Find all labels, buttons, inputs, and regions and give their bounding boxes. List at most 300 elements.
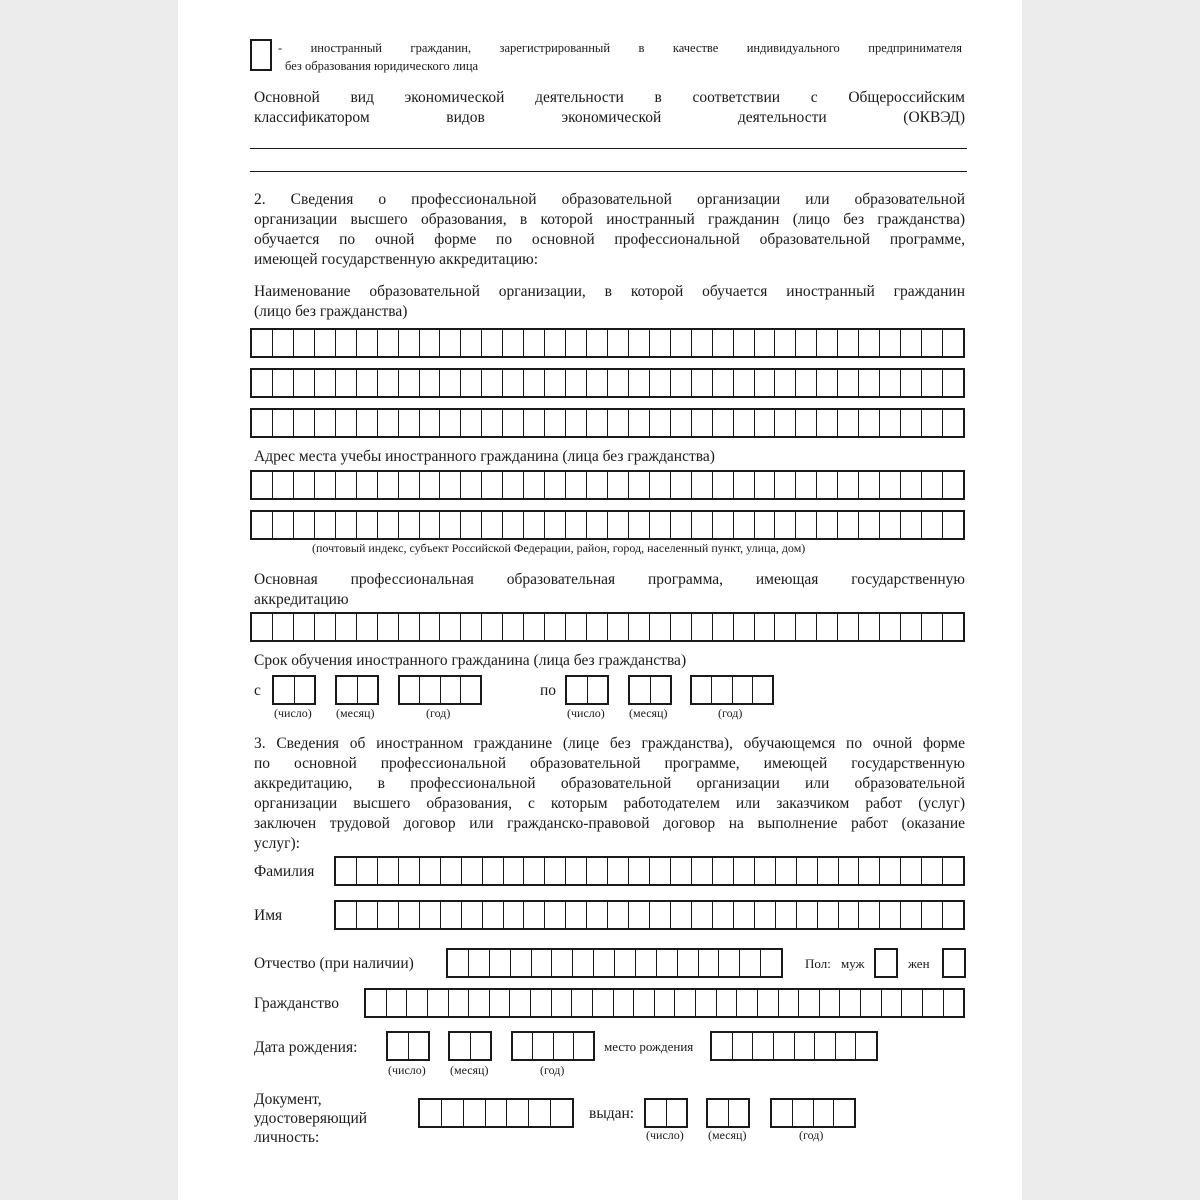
char-cell[interactable] <box>650 330 671 356</box>
char-cell[interactable] <box>713 858 734 884</box>
char-cell[interactable] <box>336 858 357 884</box>
char-cell[interactable] <box>775 472 796 498</box>
char-cell[interactable] <box>901 370 922 396</box>
char-cell[interactable] <box>880 858 901 884</box>
char-cell[interactable] <box>294 370 315 396</box>
ip-checkbox[interactable] <box>250 39 272 71</box>
char-cell[interactable] <box>504 902 525 928</box>
char-cell[interactable] <box>943 858 963 884</box>
char-cell[interactable] <box>629 614 650 640</box>
char-cell[interactable] <box>529 1100 551 1126</box>
char-cell[interactable] <box>545 370 566 396</box>
char-cell[interactable] <box>629 472 650 498</box>
char-cell[interactable] <box>462 858 483 884</box>
char-cell[interactable] <box>486 1100 508 1126</box>
char-cell[interactable] <box>294 472 315 498</box>
char-cell[interactable] <box>587 512 608 538</box>
char-cell[interactable] <box>922 330 943 356</box>
char-cell[interactable] <box>901 512 922 538</box>
char-cell[interactable] <box>795 1033 816 1059</box>
citizenship-field[interactable] <box>364 988 965 1018</box>
char-cell[interactable] <box>315 614 336 640</box>
char-cell[interactable] <box>901 472 922 498</box>
char-cell[interactable] <box>507 1100 529 1126</box>
char-cell[interactable] <box>713 370 734 396</box>
char-cell[interactable] <box>503 370 524 396</box>
term-to-month[interactable] <box>628 675 672 705</box>
char-cell[interactable] <box>717 990 738 1016</box>
char-cell[interactable] <box>608 614 629 640</box>
char-cell[interactable] <box>901 902 922 928</box>
char-cell[interactable] <box>399 902 420 928</box>
char-cell[interactable] <box>524 330 545 356</box>
char-cell[interactable] <box>440 330 461 356</box>
org-name-field-row1[interactable] <box>250 328 965 358</box>
char-cell[interactable] <box>336 330 357 356</box>
char-cell[interactable] <box>315 330 336 356</box>
char-cell[interactable] <box>712 677 732 703</box>
char-cell[interactable] <box>524 858 545 884</box>
char-cell[interactable] <box>273 410 294 436</box>
char-cell[interactable] <box>859 330 880 356</box>
char-cell[interactable] <box>440 410 461 436</box>
char-cell[interactable] <box>388 1033 409 1059</box>
char-cell[interactable] <box>772 1100 793 1126</box>
char-cell[interactable] <box>588 677 608 703</box>
char-cell[interactable] <box>483 858 504 884</box>
char-cell[interactable] <box>943 902 963 928</box>
char-cell[interactable] <box>814 1100 835 1126</box>
char-cell[interactable] <box>734 472 755 498</box>
char-cell[interactable] <box>696 990 717 1016</box>
char-cell[interactable] <box>608 472 629 498</box>
char-cell[interactable] <box>336 902 357 928</box>
char-cell[interactable] <box>755 330 776 356</box>
char-cell[interactable] <box>838 330 859 356</box>
char-cell[interactable] <box>922 614 943 640</box>
birth-month-field[interactable] <box>448 1031 492 1061</box>
char-cell[interactable] <box>902 990 923 1016</box>
char-cell[interactable] <box>737 990 758 1016</box>
char-cell[interactable] <box>815 1033 836 1059</box>
program-field[interactable] <box>250 612 965 642</box>
term-from-year[interactable] <box>398 675 482 705</box>
char-cell[interactable] <box>252 512 273 538</box>
char-cell[interactable] <box>357 472 378 498</box>
char-cell[interactable] <box>587 330 608 356</box>
char-cell[interactable] <box>880 410 901 436</box>
char-cell[interactable] <box>503 614 524 640</box>
char-cell[interactable] <box>753 677 772 703</box>
char-cell[interactable] <box>440 512 461 538</box>
char-cell[interactable] <box>671 330 692 356</box>
char-cell[interactable] <box>650 614 671 640</box>
char-cell[interactable] <box>545 410 566 436</box>
char-cell[interactable] <box>524 902 545 928</box>
char-cell[interactable] <box>357 902 378 928</box>
char-cell[interactable] <box>615 950 636 976</box>
char-cell[interactable] <box>818 858 839 884</box>
char-cell[interactable] <box>655 990 676 1016</box>
char-cell[interactable] <box>839 858 860 884</box>
char-cell[interactable] <box>357 370 378 396</box>
char-cell[interactable] <box>587 472 608 498</box>
char-cell[interactable] <box>482 614 503 640</box>
char-cell[interactable] <box>337 677 358 703</box>
char-cell[interactable] <box>838 410 859 436</box>
char-cell[interactable] <box>650 512 671 538</box>
char-cell[interactable] <box>441 902 462 928</box>
char-cell[interactable] <box>294 614 315 640</box>
char-cell[interactable] <box>796 472 817 498</box>
char-cell[interactable] <box>671 370 692 396</box>
name-field[interactable] <box>334 900 965 930</box>
char-cell[interactable] <box>545 512 566 538</box>
char-cell[interactable] <box>420 614 441 640</box>
char-cell[interactable] <box>755 902 776 928</box>
char-cell[interactable] <box>524 512 545 538</box>
char-cell[interactable] <box>378 512 399 538</box>
char-cell[interactable] <box>450 1033 471 1059</box>
char-cell[interactable] <box>503 472 524 498</box>
char-cell[interactable] <box>482 330 503 356</box>
char-cell[interactable] <box>734 370 755 396</box>
char-cell[interactable] <box>712 1033 733 1059</box>
char-cell[interactable] <box>461 614 482 640</box>
char-cell[interactable] <box>441 858 462 884</box>
char-cell[interactable] <box>944 990 964 1016</box>
char-cell[interactable] <box>593 990 614 1016</box>
sex-female-checkbox[interactable] <box>942 948 966 978</box>
term-from-day[interactable] <box>272 675 316 705</box>
char-cell[interactable] <box>692 370 713 396</box>
char-cell[interactable] <box>503 512 524 538</box>
char-cell[interactable] <box>483 902 504 928</box>
char-cell[interactable] <box>755 472 776 498</box>
char-cell[interactable] <box>692 902 713 928</box>
char-cell[interactable] <box>315 370 336 396</box>
char-cell[interactable] <box>699 950 720 976</box>
char-cell[interactable] <box>252 370 273 396</box>
char-cell[interactable] <box>859 858 880 884</box>
char-cell[interactable] <box>378 472 399 498</box>
char-cell[interactable] <box>796 370 817 396</box>
char-cell[interactable] <box>524 410 545 436</box>
char-cell[interactable] <box>545 902 566 928</box>
char-cell[interactable] <box>440 370 461 396</box>
char-cell[interactable] <box>859 512 880 538</box>
char-cell[interactable] <box>252 410 273 436</box>
char-cell[interactable] <box>713 330 734 356</box>
char-cell[interactable] <box>273 472 294 498</box>
char-cell[interactable] <box>573 950 594 976</box>
char-cell[interactable] <box>839 902 860 928</box>
char-cell[interactable] <box>482 410 503 436</box>
char-cell[interactable] <box>671 614 692 640</box>
char-cell[interactable] <box>796 512 817 538</box>
char-cell[interactable] <box>336 472 357 498</box>
char-cell[interactable] <box>901 858 922 884</box>
char-cell[interactable] <box>551 1100 572 1126</box>
char-cell[interactable] <box>461 410 482 436</box>
issued-month-field[interactable] <box>706 1098 750 1128</box>
term-from-month[interactable] <box>335 675 379 705</box>
char-cell[interactable] <box>692 472 713 498</box>
char-cell[interactable] <box>252 472 273 498</box>
okved-line-2[interactable] <box>250 171 967 172</box>
char-cell[interactable] <box>776 902 797 928</box>
char-cell[interactable] <box>378 858 399 884</box>
char-cell[interactable] <box>922 512 943 538</box>
char-cell[interactable] <box>462 902 483 928</box>
char-cell[interactable] <box>552 990 573 1016</box>
char-cell[interactable] <box>461 677 480 703</box>
char-cell[interactable] <box>755 410 776 436</box>
char-cell[interactable] <box>420 1100 442 1126</box>
char-cell[interactable] <box>469 990 490 1016</box>
char-cell[interactable] <box>713 902 734 928</box>
char-cell[interactable] <box>671 512 692 538</box>
char-cell[interactable] <box>856 1033 876 1059</box>
issued-year-field[interactable] <box>770 1098 856 1128</box>
char-cell[interactable] <box>943 614 963 640</box>
char-cell[interactable] <box>357 512 378 538</box>
char-cell[interactable] <box>667 1100 687 1126</box>
char-cell[interactable] <box>796 614 817 640</box>
char-cell[interactable] <box>799 990 820 1016</box>
char-cell[interactable] <box>428 990 449 1016</box>
char-cell[interactable] <box>482 512 503 538</box>
char-cell[interactable] <box>922 370 943 396</box>
char-cell[interactable] <box>634 990 655 1016</box>
char-cell[interactable] <box>675 990 696 1016</box>
address-field-row1[interactable] <box>250 470 965 500</box>
char-cell[interactable] <box>357 330 378 356</box>
char-cell[interactable] <box>449 990 470 1016</box>
char-cell[interactable] <box>533 1033 553 1059</box>
char-cell[interactable] <box>713 410 734 436</box>
char-cell[interactable] <box>336 410 357 436</box>
char-cell[interactable] <box>442 1100 464 1126</box>
char-cell[interactable] <box>357 614 378 640</box>
char-cell[interactable] <box>838 512 859 538</box>
char-cell[interactable] <box>775 370 796 396</box>
char-cell[interactable] <box>420 410 441 436</box>
char-cell[interactable] <box>817 410 838 436</box>
birth-year-field[interactable] <box>511 1031 595 1061</box>
char-cell[interactable] <box>357 410 378 436</box>
char-cell[interactable] <box>315 472 336 498</box>
char-cell[interactable] <box>636 950 657 976</box>
patronymic-field[interactable] <box>446 948 783 978</box>
issued-day-field[interactable] <box>644 1098 688 1128</box>
char-cell[interactable] <box>554 1033 574 1059</box>
char-cell[interactable] <box>461 370 482 396</box>
char-cell[interactable] <box>923 990 944 1016</box>
char-cell[interactable] <box>504 858 525 884</box>
char-cell[interactable] <box>587 902 608 928</box>
char-cell[interactable] <box>880 902 901 928</box>
char-cell[interactable] <box>775 614 796 640</box>
char-cell[interactable] <box>922 902 943 928</box>
char-cell[interactable] <box>482 472 503 498</box>
char-cell[interactable] <box>796 410 817 436</box>
char-cell[interactable] <box>566 410 587 436</box>
char-cell[interactable] <box>587 410 608 436</box>
char-cell[interactable] <box>378 902 399 928</box>
char-cell[interactable] <box>836 1033 857 1059</box>
char-cell[interactable] <box>336 614 357 640</box>
char-cell[interactable] <box>490 950 511 976</box>
char-cell[interactable] <box>407 990 428 1016</box>
char-cell[interactable] <box>587 858 608 884</box>
char-cell[interactable] <box>420 512 441 538</box>
char-cell[interactable] <box>882 990 903 1016</box>
char-cell[interactable] <box>692 677 712 703</box>
char-cell[interactable] <box>943 370 963 396</box>
char-cell[interactable] <box>358 677 378 703</box>
char-cell[interactable] <box>503 410 524 436</box>
char-cell[interactable] <box>861 990 882 1016</box>
char-cell[interactable] <box>608 410 629 436</box>
char-cell[interactable] <box>524 472 545 498</box>
char-cell[interactable] <box>671 410 692 436</box>
char-cell[interactable] <box>713 512 734 538</box>
sex-male-checkbox[interactable] <box>874 948 898 978</box>
char-cell[interactable] <box>490 990 511 1016</box>
birth-place-field[interactable] <box>710 1031 878 1061</box>
char-cell[interactable] <box>461 330 482 356</box>
char-cell[interactable] <box>420 472 441 498</box>
char-cell[interactable] <box>943 330 963 356</box>
char-cell[interactable] <box>336 370 357 396</box>
char-cell[interactable] <box>448 950 469 976</box>
term-to-day[interactable] <box>565 675 609 705</box>
char-cell[interactable] <box>797 902 818 928</box>
char-cell[interactable] <box>629 858 650 884</box>
char-cell[interactable] <box>729 1100 749 1126</box>
char-cell[interactable] <box>387 990 408 1016</box>
char-cell[interactable] <box>692 410 713 436</box>
char-cell[interactable] <box>775 330 796 356</box>
char-cell[interactable] <box>880 614 901 640</box>
birth-day-field[interactable] <box>386 1031 430 1061</box>
char-cell[interactable] <box>294 512 315 538</box>
char-cell[interactable] <box>733 677 753 703</box>
char-cell[interactable] <box>273 614 294 640</box>
char-cell[interactable] <box>273 512 294 538</box>
char-cell[interactable] <box>734 330 755 356</box>
char-cell[interactable] <box>734 410 755 436</box>
char-cell[interactable] <box>692 330 713 356</box>
char-cell[interactable] <box>779 990 800 1016</box>
char-cell[interactable] <box>587 370 608 396</box>
char-cell[interactable] <box>545 472 566 498</box>
char-cell[interactable] <box>252 330 273 356</box>
char-cell[interactable] <box>566 614 587 640</box>
char-cell[interactable] <box>399 330 420 356</box>
char-cell[interactable] <box>678 950 699 976</box>
char-cell[interactable] <box>587 614 608 640</box>
char-cell[interactable] <box>566 472 587 498</box>
char-cell[interactable] <box>567 677 588 703</box>
char-cell[interactable] <box>629 330 650 356</box>
char-cell[interactable] <box>733 1033 754 1059</box>
char-cell[interactable] <box>943 512 963 538</box>
char-cell[interactable] <box>650 902 671 928</box>
char-cell[interactable] <box>671 472 692 498</box>
char-cell[interactable] <box>734 512 755 538</box>
id-doc-number-field[interactable] <box>418 1098 574 1128</box>
char-cell[interactable] <box>294 330 315 356</box>
char-cell[interactable] <box>420 902 441 928</box>
okved-line-1[interactable] <box>250 148 967 149</box>
char-cell[interactable] <box>608 902 629 928</box>
char-cell[interactable] <box>366 990 387 1016</box>
char-cell[interactable] <box>566 858 587 884</box>
char-cell[interactable] <box>758 990 779 1016</box>
org-name-field-row3[interactable] <box>250 408 965 438</box>
char-cell[interactable] <box>818 902 839 928</box>
char-cell[interactable] <box>943 472 963 498</box>
char-cell[interactable] <box>420 330 441 356</box>
char-cell[interactable] <box>336 512 357 538</box>
char-cell[interactable] <box>838 614 859 640</box>
term-to-year[interactable] <box>690 675 774 705</box>
char-cell[interactable] <box>378 614 399 640</box>
char-cell[interactable] <box>608 370 629 396</box>
char-cell[interactable] <box>629 370 650 396</box>
char-cell[interactable] <box>775 512 796 538</box>
char-cell[interactable] <box>629 410 650 436</box>
char-cell[interactable] <box>510 990 531 1016</box>
char-cell[interactable] <box>734 902 755 928</box>
char-cell[interactable] <box>943 410 963 436</box>
char-cell[interactable] <box>817 614 838 640</box>
char-cell[interactable] <box>859 472 880 498</box>
char-cell[interactable] <box>441 677 461 703</box>
char-cell[interactable] <box>734 614 755 640</box>
char-cell[interactable] <box>796 330 817 356</box>
char-cell[interactable] <box>820 990 841 1016</box>
char-cell[interactable] <box>545 614 566 640</box>
char-cell[interactable] <box>399 858 420 884</box>
char-cell[interactable] <box>295 677 315 703</box>
char-cell[interactable] <box>859 614 880 640</box>
char-cell[interactable] <box>420 858 441 884</box>
char-cell[interactable] <box>409 1033 429 1059</box>
org-name-field-row2[interactable] <box>250 368 965 398</box>
char-cell[interactable] <box>614 990 635 1016</box>
char-cell[interactable] <box>399 410 420 436</box>
char-cell[interactable] <box>708 1100 729 1126</box>
char-cell[interactable] <box>719 950 740 976</box>
char-cell[interactable] <box>646 1100 667 1126</box>
char-cell[interactable] <box>574 1033 593 1059</box>
char-cell[interactable] <box>817 330 838 356</box>
char-cell[interactable] <box>461 512 482 538</box>
char-cell[interactable] <box>713 614 734 640</box>
char-cell[interactable] <box>671 902 692 928</box>
char-cell[interactable] <box>400 677 420 703</box>
char-cell[interactable] <box>513 1033 533 1059</box>
char-cell[interactable] <box>378 370 399 396</box>
char-cell[interactable] <box>531 990 552 1016</box>
char-cell[interactable] <box>629 902 650 928</box>
char-cell[interactable] <box>650 370 671 396</box>
surname-field[interactable] <box>334 856 965 886</box>
char-cell[interactable] <box>608 330 629 356</box>
